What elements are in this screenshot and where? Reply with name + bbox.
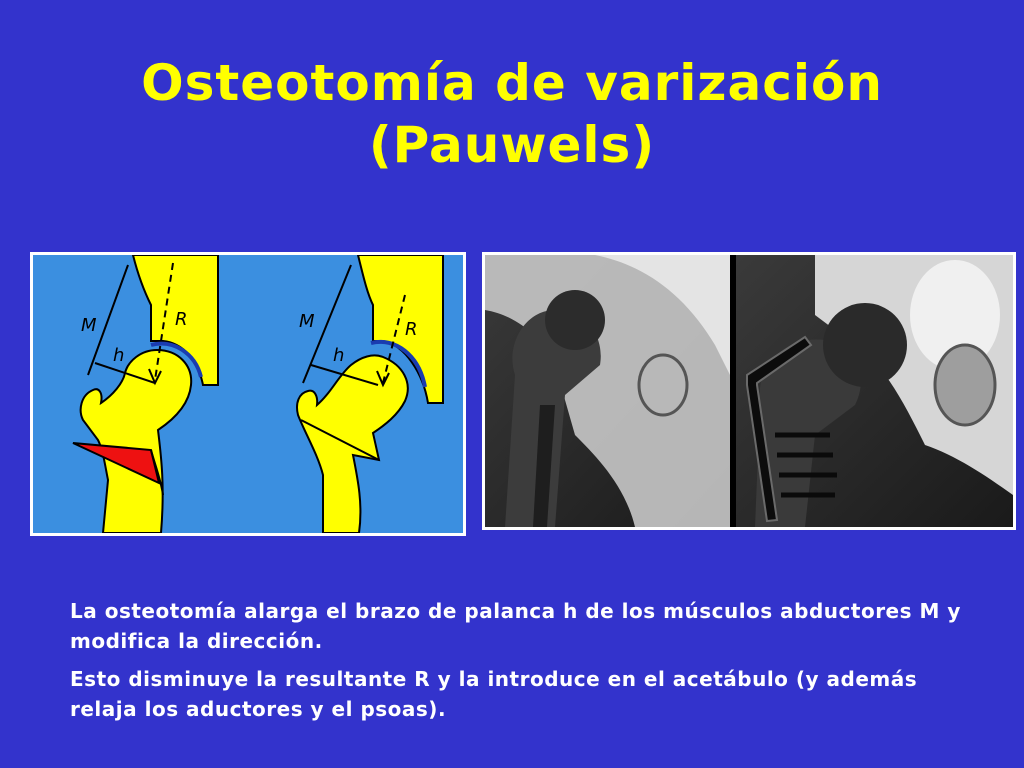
left-label-r: R (175, 309, 188, 330)
osteotomy-diagram-svg (33, 255, 463, 533)
right-label-m: M (299, 311, 315, 332)
xray-image-pair (482, 252, 1016, 530)
xray-preop (485, 255, 730, 527)
left-label-h: h (113, 345, 125, 366)
slide-title (0, 52, 1024, 176)
title-line-1: Osteotomía de varización (141, 54, 883, 112)
title-line-2: (Pauwels) (368, 116, 656, 174)
slide-body (70, 596, 970, 732)
right-label-r: R (405, 319, 418, 340)
left-label-m: M (81, 315, 97, 336)
paragraph-1: La osteotomía alarga el brazo de palanca h de los músculos abductores M y modifica la dirección. (70, 599, 961, 653)
osteotomy-diagram (30, 252, 466, 536)
paragraph-2: Esto disminuye la resultante R y la introduce en el acetábulo (y además relaja los aductores y el psoas). (70, 667, 918, 721)
right-femur (297, 355, 408, 533)
right-label-h: h (333, 345, 345, 366)
xray-postop (736, 255, 1013, 527)
xray-svg (485, 255, 1013, 527)
left-hip-before (73, 255, 218, 533)
right-hip-after (297, 255, 443, 533)
